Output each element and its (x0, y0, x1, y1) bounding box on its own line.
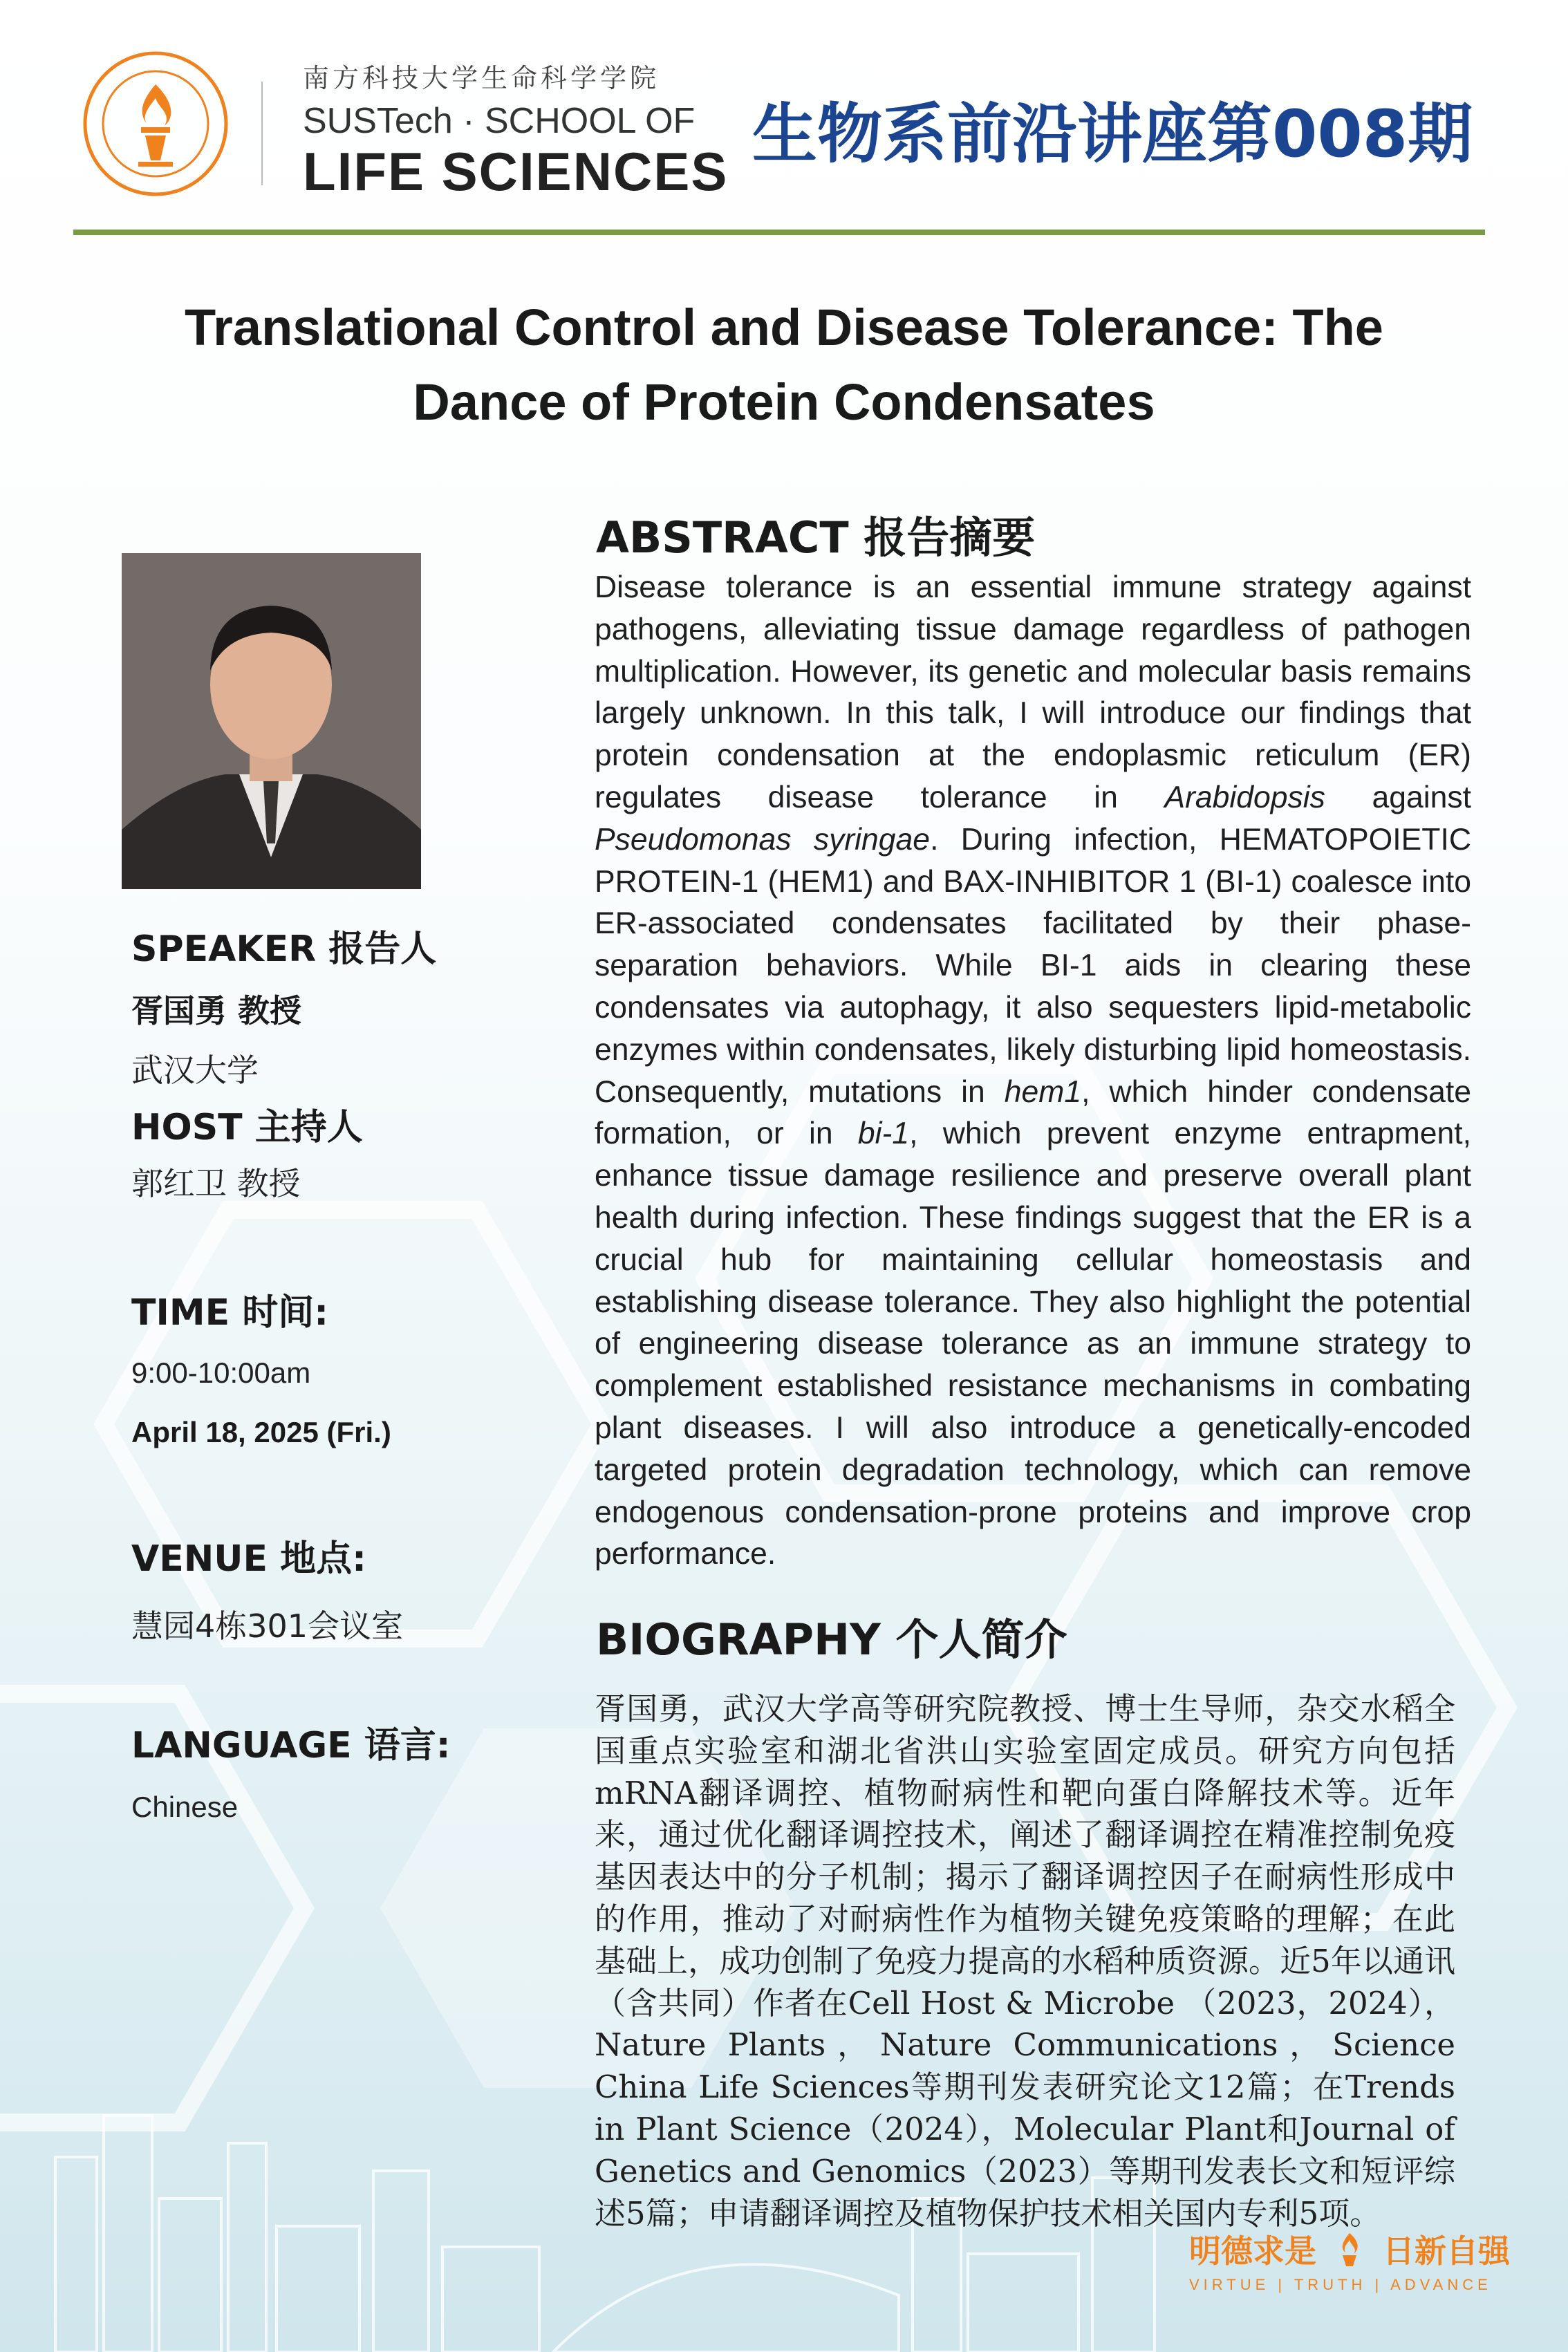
venue-place: 慧园4栋301会议室 (131, 1607, 404, 1645)
language-heading: LANGUAGE 语言: (131, 1725, 451, 1766)
time-heading: TIME 时间: (131, 1292, 328, 1334)
abstract-italic: Pseudomonas syringae (595, 822, 931, 857)
school-name-cn: 南方科技大学生命科学学院 (303, 63, 660, 93)
lecture-series-title: 生物系前沿讲座第008期 (752, 97, 1473, 172)
torch-icon (1334, 2232, 1365, 2268)
talk-title (83, 290, 1485, 440)
sustech-emblem-icon (82, 50, 230, 198)
abstract-part: . During infection, HEMATOPOIETIC PROTEIN-1 (HEM1) and BAX-INHIBITOR 1 (BI-1) coalesce into ER-associated condensates facilitated by their phase-separation behaviors. While BI-1 aids in clearing these condensates via autophagy, it also sequesters lipid-metabolic enzymes within condensates, likely disturbing lipid homeostasis. Consequently, mutations in (595, 822, 1471, 1109)
university-motto (1189, 2226, 1521, 2294)
abstract-text (595, 567, 1471, 1576)
speaker-heading: SPEAKER 报告人 (131, 928, 437, 970)
header-divider (73, 230, 1485, 235)
biography-text: 胥国勇，武汉大学高等研究院教授、博士生导师，杂交水稻全国重点实验室和湖北省洪山实验室固定成员。研究方向包括mRNA翻译调控、植物耐病性和靶向蛋白降解技术等。近年来，通过优化翻译调控技术，阐述了翻译调控在精准控制免疫基因表达中的分子机制；揭示了翻译调控因子在耐病性形成中的作用，推动了对耐病性作为植物关键免疫策略的理解；在此基础上，成功创制了免疫力提高的水稻种质资源。近5年以通讯（含共同）作者在Cell Host & Microbe （2023，2024），Nature Plants，Nature Communications，Science China Life Sciences等期刊发表研究论文12篇；在Trends in Plant Science（2024），Molecular Plant和Journal of Genetics and Genomics（2023）等期刊发表长文和短评综述5篇；申请翻译调控及植物保护技术相关国内专利5项。 (595, 1690, 1455, 2232)
abstract-italic: bi-1 (857, 1117, 910, 1151)
school-logo-text (303, 57, 729, 202)
speaker-photo (122, 553, 421, 889)
biography-heading: BIOGRAPHY 个人简介 (596, 1614, 1067, 1665)
abstract-part: , which prevent enzyme entrapment, enhance tissue damage resilience and preserve overall plant health during infection. These findings suggest that the ER is a crucial hub for maintaining cellular homeostasis and establishing disease tolerance. They also highlight the potential of engineering disease tolerance as an immune strategy to complement established resistance mechanisms in combating plant diseases. I will also introduce a genetically-encoded targeted protein degradation technology, which can remove endogenous condensation-prone proteins and improve crop performance. (595, 1117, 1471, 1571)
motto-left: 明德求是 (1189, 2232, 1316, 2270)
time-date: April 18, 2025 (Fri.) (131, 1416, 391, 1448)
school-name-en-line1: SUSTech · SCHOOL OF (303, 101, 696, 141)
talk-title-line1: Translational Control and Disease Tolerance: The (185, 299, 1383, 356)
language-value: Chinese (131, 1791, 239, 1823)
time-hours: 9:00-10:00am (131, 1356, 311, 1389)
speaker-affiliation: 武汉大学 (131, 1052, 259, 1089)
speaker-name: 胥国勇 教授 (131, 992, 302, 1029)
talk-title-line2: Dance of Protein Condensates (413, 373, 1155, 431)
abstract-italic: Arabidopsis (1164, 780, 1325, 814)
host-name: 郭红卫 教授 (131, 1165, 301, 1202)
logo-divider (261, 82, 263, 185)
abstract-heading: ABSTRACT 报告摘要 (596, 512, 1036, 563)
motto-en: VIRTUE | TRUTH | ADVANCE (1189, 2276, 1492, 2293)
abstract-italic: hem1 (1004, 1074, 1082, 1109)
venue-heading: VENUE 地点: (131, 1538, 366, 1580)
motto-right: 日新自强 (1383, 2232, 1511, 2270)
host-heading: HOST 主持人 (131, 1107, 363, 1148)
school-name-en-line2: LIFE SCIENCES (303, 141, 729, 202)
abstract-part: against (1325, 780, 1471, 814)
abstract-part: Disease tolerance is an essential immune strategy against pathogens, alleviating tissue damage regardless of pathogen multiplication. However, its genetic and molecular basis remains largely unknown. In this talk, I will introduce our findings that protein condensation at the endoplasmic reticulum (ER) regulates disease tolerance in (595, 570, 1471, 814)
abstract-part: , which hinder condensate formation, or in (595, 1074, 1472, 1151)
